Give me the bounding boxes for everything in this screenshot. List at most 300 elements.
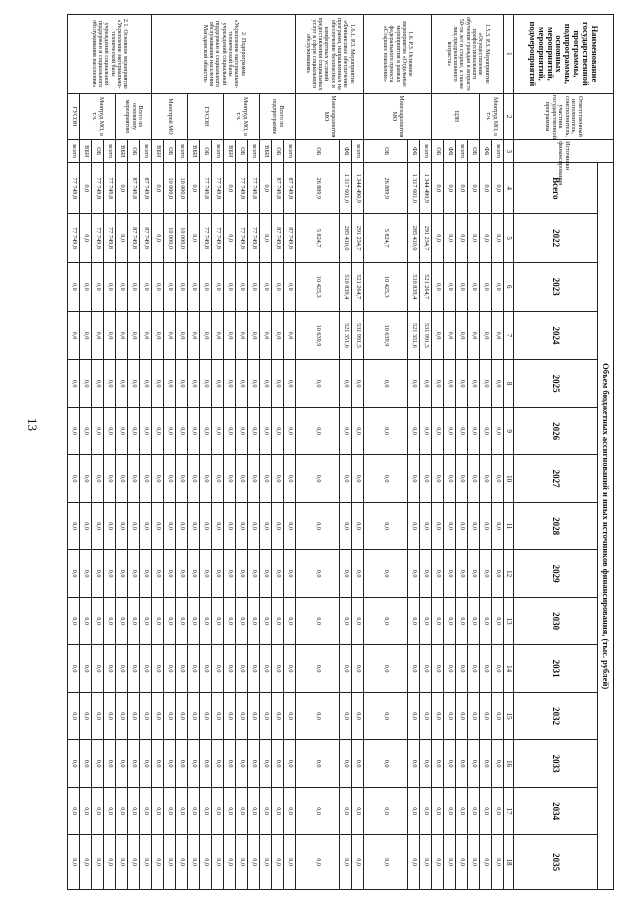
row-value-2027: 0,0	[80, 455, 92, 503]
row-value-2025: 0,0	[408, 360, 420, 408]
row-value-2028: 0,0	[104, 502, 116, 550]
table-row	[200, 15, 212, 890]
row-source: всего	[176, 140, 188, 163]
row-value-2023: 0,0	[164, 262, 176, 311]
row-value-2034: 0,0	[236, 787, 248, 835]
row-value-2031: 0,0	[92, 645, 104, 693]
row-name: 2. Подпрограмма «Укрепление материально-технической базы учреждений социальной поддержки и социального обслуживания населения Магаданской области»	[152, 15, 296, 94]
row-value-2029: 0,0	[128, 550, 140, 598]
row-value-2035: 0,0	[260, 835, 272, 890]
row-value-2033: 0,0	[236, 740, 248, 788]
row-value-2034: 0,0	[284, 787, 296, 835]
row-total: 87 749,8	[284, 163, 296, 214]
row-value-2028: 0,0	[80, 502, 92, 550]
row-value-2024: 10 639,9	[364, 311, 408, 360]
row-value-2025: 0,0	[200, 360, 212, 408]
table-row	[480, 15, 492, 890]
row-value-2027: 0,0	[352, 455, 364, 503]
row-source: всего	[104, 140, 116, 163]
row-value-2025: 0,0	[164, 360, 176, 408]
row-value-2027: 0,0	[272, 455, 284, 503]
row-value-2026: 0,0	[200, 407, 212, 455]
header-year-2026: 2026	[514, 407, 598, 455]
table-row	[352, 15, 364, 890]
row-value-2033: 0,0	[92, 740, 104, 788]
row-value-2033: 0,0	[80, 740, 92, 788]
row-value-2028: 0,0	[248, 502, 260, 550]
row-value-2030: 0,0	[200, 597, 212, 645]
row-value-2029: 0,0	[492, 550, 504, 598]
row-value-2030: 0,0	[188, 597, 200, 645]
row-value-2030: 0,0	[212, 597, 224, 645]
row-total: 10 000,0	[164, 163, 176, 214]
row-source: всего	[212, 140, 224, 163]
row-value-2030: 0,0	[236, 597, 248, 645]
row-value-2025: 0,0	[104, 360, 116, 408]
row-source: ОБ	[272, 140, 284, 163]
row-value-2033: 0,0	[340, 740, 352, 788]
row-value-2022: 10 000,0	[164, 214, 176, 263]
row-value-2033: 0,0	[152, 740, 164, 788]
row-executor: Минстрой МО	[152, 93, 188, 139]
row-value-2033: 0,0	[296, 740, 340, 788]
row-value-2028: 0,0	[224, 502, 236, 550]
header-year-2027: 2027	[514, 455, 598, 503]
row-value-2028: 0,0	[164, 502, 176, 550]
row-value-2031: 0,0	[272, 645, 284, 693]
row-value-2027: 0,0	[492, 455, 504, 503]
row-value-2025: 0,0	[296, 360, 340, 408]
row-value-2033: 0,0	[468, 740, 480, 788]
row-value-2029: 0,0	[176, 550, 188, 598]
row-value-2022: 0,0	[456, 214, 468, 263]
column-number: 12	[504, 550, 514, 598]
row-value-2022: 0,0	[492, 214, 504, 263]
row-total: 1 317 601,0	[340, 163, 352, 214]
row-total: 0,0	[260, 163, 272, 214]
row-value-2035: 0,0	[128, 835, 140, 890]
row-value-2035: 0,0	[444, 835, 456, 890]
row-total: 26 889,9	[296, 163, 340, 214]
row-value-2030: 0,0	[248, 597, 260, 645]
row-value-2028: 0,0	[480, 502, 492, 550]
row-value-2024: 0,0	[224, 311, 236, 360]
row-value-2026: 0,0	[420, 407, 432, 455]
row-value-2034: 0,0	[296, 787, 340, 835]
row-total: 0,0	[492, 163, 504, 214]
row-value-2024: 0,0	[444, 311, 456, 360]
row-value-2030: 0,0	[152, 597, 164, 645]
row-total: 10 000,0	[176, 163, 188, 214]
row-value-2031: 0,0	[480, 645, 492, 693]
row-value-2025: 0,0	[432, 360, 444, 408]
row-source: всего	[352, 140, 364, 163]
row-value-2034: 0,0	[140, 787, 152, 835]
row-value-2030: 0,0	[128, 597, 140, 645]
row-total: 77 749,8	[248, 163, 260, 214]
row-name: 1.5.3. Р.3. Мероприятие «Осуществление профессионального обучения граждан в возрасте 50-ти лет и старше, а также лиц предпенсионного возраста»	[432, 15, 504, 94]
row-value-2033: 0,0	[480, 740, 492, 788]
row-source: ВБИ	[80, 140, 92, 163]
row-value-2022: 0,0	[260, 214, 272, 263]
row-value-2035: 0,0	[296, 835, 340, 890]
row-value-2027: 0,0	[260, 455, 272, 503]
row-value-2031: 0,0	[296, 645, 340, 693]
row-value-2030: 0,0	[492, 597, 504, 645]
row-value-2025: 0,0	[456, 360, 468, 408]
row-value-2032: 0,0	[188, 692, 200, 740]
row-value-2024: 0,0	[248, 311, 260, 360]
row-value-2030: 0,0	[284, 597, 296, 645]
row-value-2023: 0,0	[212, 262, 224, 311]
row-value-2024: 0,0	[456, 311, 468, 360]
row-value-2027: 0,0	[176, 455, 188, 503]
row-value-2028: 0,0	[444, 502, 456, 550]
row-value-2032: 0,0	[116, 692, 128, 740]
row-value-2032: 0,0	[420, 692, 432, 740]
row-value-2033: 0,0	[272, 740, 284, 788]
row-total: 0,0	[152, 163, 164, 214]
column-number: 18	[504, 835, 514, 890]
row-value-2027: 0,0	[212, 455, 224, 503]
table-row	[408, 15, 420, 890]
row-value-2031: 0,0	[176, 645, 188, 693]
row-value-2024: 0,0	[492, 311, 504, 360]
column-number-row	[504, 15, 514, 890]
row-value-2030: 0,0	[104, 597, 116, 645]
row-value-2029: 0,0	[80, 550, 92, 598]
row-value-2026: 0,0	[152, 407, 164, 455]
row-value-2023: 521 264,7	[420, 262, 432, 311]
row-value-2027: 0,0	[480, 455, 492, 503]
table-row	[260, 15, 272, 890]
row-value-2027: 0,0	[200, 455, 212, 503]
header-year-2031: 2031	[514, 645, 598, 693]
row-executor: Минсоцразвития МО	[296, 93, 364, 139]
row-value-2031: 0,0	[284, 645, 296, 693]
row-value-2024: 0,0	[80, 311, 92, 360]
row-total: 87 749,8	[140, 163, 152, 214]
row-value-2023: 0,0	[224, 262, 236, 311]
row-value-2029: 0,0	[340, 550, 352, 598]
row-value-2030: 0,0	[480, 597, 492, 645]
row-value-2023: 510 839,4	[408, 262, 420, 311]
row-value-2023: 0,0	[140, 262, 152, 311]
header-exec-col: Ответственный исполнитель, соисполнитель, участник государственной программы	[514, 93, 614, 139]
row-value-2033: 0,0	[104, 740, 116, 788]
column-number: 3	[504, 140, 514, 163]
row-value-2028: 0,0	[420, 502, 432, 550]
row-source: ФБ	[480, 140, 492, 163]
row-value-2022: 0,0	[152, 214, 164, 263]
table-row	[224, 15, 236, 890]
row-total: 0,0	[224, 163, 236, 214]
row-value-2024: 0,0	[152, 311, 164, 360]
row-value-2027: 0,0	[236, 455, 248, 503]
row-value-2028: 0,0	[284, 502, 296, 550]
row-value-2022: 291 234,7	[352, 214, 364, 263]
row-value-2028: 0,0	[260, 502, 272, 550]
row-value-2024: 521 351,6	[340, 311, 352, 360]
row-value-2029: 0,0	[364, 550, 408, 598]
row-value-2033: 0,0	[364, 740, 408, 788]
row-value-2022: 77 749,8	[212, 214, 224, 263]
row-source: ВБИ	[116, 140, 128, 163]
header-year-2029: 2029	[514, 550, 598, 598]
header-year-2024: 2024	[514, 311, 598, 360]
header-year-2025: 2025	[514, 360, 598, 408]
row-source: ФБ	[408, 140, 420, 163]
row-value-2024: 0,0	[140, 311, 152, 360]
row-value-2022: 87 749,8	[128, 214, 140, 263]
row-value-2022: 0,0	[480, 214, 492, 263]
row-value-2025: 0,0	[128, 360, 140, 408]
row-value-2026: 0,0	[128, 407, 140, 455]
row-value-2024: 0,0	[164, 311, 176, 360]
row-value-2032: 0,0	[296, 692, 340, 740]
row-value-2034: 0,0	[200, 787, 212, 835]
row-value-2027: 0,0	[104, 455, 116, 503]
row-value-2029: 0,0	[468, 550, 480, 598]
row-source: ВБИ	[152, 140, 164, 163]
row-value-2030: 0,0	[296, 597, 340, 645]
row-value-2025: 0,0	[236, 360, 248, 408]
row-value-2027: 0,0	[432, 455, 444, 503]
row-value-2031: 0,0	[456, 645, 468, 693]
row-value-2022: 87 749,8	[284, 214, 296, 263]
row-value-2033: 0,0	[492, 740, 504, 788]
column-number: 9	[504, 407, 514, 455]
table-row	[116, 15, 128, 890]
row-value-2032: 0,0	[492, 692, 504, 740]
row-value-2035: 0,0	[284, 835, 296, 890]
row-value-2034: 0,0	[260, 787, 272, 835]
table-row	[420, 15, 432, 890]
row-source: всего	[140, 140, 152, 163]
row-value-2032: 0,0	[164, 692, 176, 740]
row-value-2026: 0,0	[456, 407, 468, 455]
row-value-2035: 0,0	[408, 835, 420, 890]
header-total-col: Всего	[514, 163, 598, 214]
row-value-2026: 0,0	[408, 407, 420, 455]
row-value-2027: 0,0	[420, 455, 432, 503]
column-number: 7	[504, 311, 514, 360]
row-value-2023: 0,0	[260, 262, 272, 311]
row-value-2034: 0,0	[188, 787, 200, 835]
row-value-2024: 531 991,5	[420, 311, 432, 360]
table-row	[164, 15, 176, 890]
row-value-2033: 0,0	[128, 740, 140, 788]
row-value-2033: 0,0	[260, 740, 272, 788]
row-value-2022: 87 749,8	[140, 214, 152, 263]
row-value-2023: 510 839,4	[340, 262, 352, 311]
row-executor: Минтруд МО, в т.ч.	[480, 93, 504, 139]
row-value-2026: 0,0	[432, 407, 444, 455]
column-number: 6	[504, 262, 514, 311]
row-value-2022: 0,0	[188, 214, 200, 263]
column-number: 15	[504, 692, 514, 740]
row-value-2029: 0,0	[152, 550, 164, 598]
row-value-2029: 0,0	[140, 550, 152, 598]
row-value-2032: 0,0	[260, 692, 272, 740]
row-value-2023: 0,0	[188, 262, 200, 311]
row-source: ОБ	[236, 140, 248, 163]
row-value-2032: 0,0	[104, 692, 116, 740]
row-value-2031: 0,0	[128, 645, 140, 693]
row-value-2032: 0,0	[272, 692, 284, 740]
table-row	[248, 15, 260, 890]
row-value-2028: 0,0	[116, 502, 128, 550]
table-row	[104, 15, 116, 890]
row-value-2024: 521 351,6	[408, 311, 420, 360]
row-value-2030: 0,0	[116, 597, 128, 645]
table-row	[152, 15, 164, 890]
row-value-2035: 0,0	[352, 835, 364, 890]
row-value-2025: 0,0	[224, 360, 236, 408]
row-value-2031: 0,0	[408, 645, 420, 693]
row-value-2034: 0,0	[432, 787, 444, 835]
row-name: 1.6.1. Р.3. Мероприятие «Финансовое обеспечение программ, направленных на обеспечение безопасных и комфортных условий предоставления социальных услуг в сфере социального обслуживания»	[296, 15, 364, 94]
table-row	[340, 15, 352, 890]
row-value-2032: 0,0	[364, 692, 408, 740]
row-source: ФБ	[340, 140, 352, 163]
row-value-2028: 0,0	[92, 502, 104, 550]
row-value-2033: 0,0	[444, 740, 456, 788]
row-value-2026: 0,0	[140, 407, 152, 455]
row-value-2025: 0,0	[272, 360, 284, 408]
row-value-2026: 0,0	[260, 407, 272, 455]
row-total: 26 889,9	[364, 163, 408, 214]
row-value-2031: 0,0	[188, 645, 200, 693]
row-value-2027: 0,0	[68, 455, 80, 503]
row-value-2031: 0,0	[164, 645, 176, 693]
row-value-2027: 0,0	[116, 455, 128, 503]
row-value-2029: 0,0	[68, 550, 80, 598]
row-value-2029: 0,0	[200, 550, 212, 598]
row-source: всего	[492, 140, 504, 163]
row-value-2025: 0,0	[140, 360, 152, 408]
row-value-2022: 0,0	[444, 214, 456, 263]
row-value-2033: 0,0	[352, 740, 364, 788]
row-source: ОБ	[364, 140, 408, 163]
row-value-2034: 0,0	[248, 787, 260, 835]
row-value-2032: 0,0	[92, 692, 104, 740]
row-source: ВБИ	[188, 140, 200, 163]
row-value-2035: 0,0	[176, 835, 188, 890]
row-value-2034: 0,0	[272, 787, 284, 835]
row-value-2032: 0,0	[340, 692, 352, 740]
row-value-2026: 0,0	[248, 407, 260, 455]
row-executor: ЦЗН	[432, 93, 480, 139]
row-value-2031: 0,0	[260, 645, 272, 693]
row-source: всего	[456, 140, 468, 163]
row-value-2035: 0,0	[104, 835, 116, 890]
row-value-2031: 0,0	[236, 645, 248, 693]
row-value-2024: 0,0	[260, 311, 272, 360]
row-value-2025: 0,0	[248, 360, 260, 408]
row-value-2029: 0,0	[116, 550, 128, 598]
row-value-2022: 10 000,0	[176, 214, 188, 263]
row-value-2023: 0,0	[104, 262, 116, 311]
column-number: 16	[504, 740, 514, 788]
row-value-2033: 0,0	[420, 740, 432, 788]
row-value-2033: 0,0	[176, 740, 188, 788]
row-total: 77 749,8	[68, 163, 80, 214]
row-value-2025: 0,0	[80, 360, 92, 408]
row-value-2034: 0,0	[68, 787, 80, 835]
row-value-2034: 0,0	[164, 787, 176, 835]
row-value-2032: 0,0	[352, 692, 364, 740]
row-value-2034: 0,0	[80, 787, 92, 835]
header-group-title: Объем бюджетных ассигнований и иных источников финансирования, (тыс. рублей)	[598, 163, 614, 890]
row-value-2029: 0,0	[480, 550, 492, 598]
row-value-2030: 0,0	[92, 597, 104, 645]
row-value-2030: 0,0	[80, 597, 92, 645]
row-value-2026: 0,0	[444, 407, 456, 455]
row-value-2024: 10 639,9	[296, 311, 340, 360]
table-row	[364, 15, 408, 890]
row-executor: Всего по основному мероприятию	[116, 93, 152, 139]
row-total: 0,0	[116, 163, 128, 214]
row-value-2022: 77 749,8	[248, 214, 260, 263]
row-value-2030: 0,0	[444, 597, 456, 645]
row-value-2030: 0,0	[352, 597, 364, 645]
row-value-2033: 0,0	[212, 740, 224, 788]
row-value-2025: 0,0	[340, 360, 352, 408]
row-source: ОБ	[432, 140, 444, 163]
row-value-2025: 0,0	[152, 360, 164, 408]
table-row	[80, 15, 92, 890]
column-number: 17	[504, 787, 514, 835]
table-row	[68, 15, 80, 890]
row-source: ОБ	[468, 140, 480, 163]
row-value-2035: 0,0	[456, 835, 468, 890]
row-value-2024: 0,0	[128, 311, 140, 360]
row-value-2032: 0,0	[408, 692, 420, 740]
row-value-2030: 0,0	[68, 597, 80, 645]
table-row	[444, 15, 456, 890]
row-value-2032: 0,0	[444, 692, 456, 740]
row-executor: Минтруд МО, в т.ч.	[224, 93, 260, 139]
row-value-2024: 0,0	[212, 311, 224, 360]
row-value-2027: 0,0	[408, 455, 420, 503]
row-value-2022: 285 410,0	[408, 214, 420, 263]
row-value-2030: 0,0	[224, 597, 236, 645]
row-name: 1.6. Р.3. Основное мероприятие «Отдельные мероприятия в рамках федерального проекта «Старшее поколение»	[364, 15, 432, 94]
row-value-2026: 0,0	[284, 407, 296, 455]
row-total: 0,0	[468, 163, 480, 214]
row-value-2023: 0,0	[200, 262, 212, 311]
row-value-2025: 0,0	[364, 360, 408, 408]
row-value-2029: 0,0	[284, 550, 296, 598]
row-value-2025: 0,0	[68, 360, 80, 408]
row-value-2032: 0,0	[176, 692, 188, 740]
row-value-2023: 521 264,7	[352, 262, 364, 311]
row-value-2028: 0,0	[408, 502, 420, 550]
row-value-2031: 0,0	[248, 645, 260, 693]
row-source: ВБИ	[260, 140, 272, 163]
row-value-2024: 0,0	[480, 311, 492, 360]
row-value-2035: 0,0	[480, 835, 492, 890]
row-value-2023: 0,0	[92, 262, 104, 311]
row-value-2034: 0,0	[92, 787, 104, 835]
row-value-2028: 0,0	[296, 502, 340, 550]
row-value-2028: 0,0	[68, 502, 80, 550]
row-value-2024: 0,0	[468, 311, 480, 360]
row-value-2031: 0,0	[444, 645, 456, 693]
row-total: 77 749,8	[236, 163, 248, 214]
row-value-2032: 0,0	[284, 692, 296, 740]
